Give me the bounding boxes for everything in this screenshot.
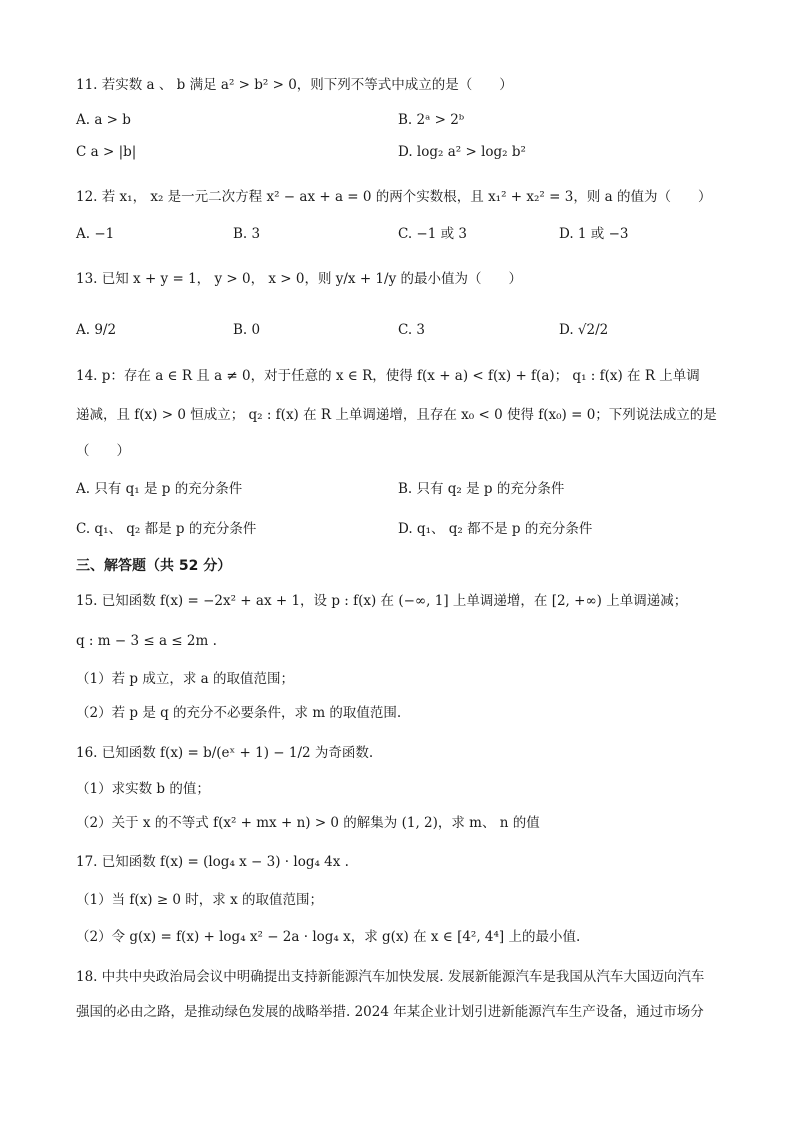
q11-option-d: D. log₂ a² > log₂ b² <box>398 144 526 160</box>
q12-option-d: D. 1 或 −3 <box>559 226 629 242</box>
q14-line2: 递减，且 f(x) > 0 恒成立； q₂ : f(x) 在 R 上单调递增，且存在 x₀ < 0 使得 f(x₀) = 0；下列说法成立的是 <box>76 407 717 423</box>
q13-stem: 13. 已知 x + y = 1， y > 0， x > 0，则 y/x + 1/y 的最小值为（ ） <box>76 271 522 287</box>
q13-option-a: A. 9/2 <box>76 322 117 338</box>
q14-option-d: D. q₁、 q₂ 都不是 p 的充分条件 <box>398 521 593 537</box>
q13-option-b: B. 0 <box>233 322 261 338</box>
q11-option-c: C a > |b| <box>76 144 137 160</box>
q14-line1: 14. p：存在 a ∈ R 且 a ≠ 0，对于任意的 x ∈ R，使得 f(x + a) < f(x) + f(a)； q₁ : f(x) 在 R 上单调 <box>76 368 700 384</box>
q16-sub1: （1）求实数 b 的值； <box>76 781 210 797</box>
q17-line1: 17. 已知函数 f(x) = (log₄ x − 3) · log₄ 4x . <box>76 854 349 870</box>
q15-sub2: （2）若 p 是 q 的充分不必要条件，求 m 的取值范围. <box>76 705 402 721</box>
q18-line2: 强国的必由之路，是推动绿色发展的战略举措. 2024 年某企业计划引进新能源汽车生产设备，通过市场分 <box>76 1004 704 1020</box>
section-title: 三、解答题（共 52 分） <box>76 558 232 574</box>
q15-line1: 15. 已知函数 f(x) = −2x² + ax + 1，设 p : f(x) 在 (−∞, 1] 上单调递增，在 [2, +∞) 上单调递减； <box>76 593 688 609</box>
q11-option-a: A. a > b <box>76 112 131 128</box>
q14-option-c: C. q₁、 q₂ 都是 p 的充分条件 <box>76 521 257 537</box>
q17-sub1: （1）当 f(x) ≥ 0 时，求 x 的取值范围； <box>76 892 323 908</box>
q12-option-c: C. −1 或 3 <box>398 226 468 242</box>
q15-line2: q : m − 3 ≤ a ≤ 2m . <box>76 633 217 649</box>
q13-option-d: D. √2/2 <box>559 322 609 338</box>
q16-sub2: （2）关于 x 的不等式 f(x² + mx + n) > 0 的解集为 (1, 2)，求 m、 n 的值 <box>76 815 540 831</box>
q15-sub1: （1）若 p 成立，求 a 的取值范围； <box>76 671 294 687</box>
q18-line1: 18. 中共中央政治局会议中明确提出支持新能源汽车加快发展. 发展新能源汽车是我国从汽车大国迈向汽车 <box>76 969 705 985</box>
q12-stem: 12. 若 x₁， x₂ 是一元二次方程 x² − ax + a = 0 的两个实数根，且 x₁² + x₂² = 3，则 a 的值为（ ） <box>76 189 712 205</box>
q14-option-a: A. 只有 q₁ 是 p 的充分条件 <box>76 481 243 497</box>
q11-option-b: B. 2ᵃ > 2ᵇ <box>398 112 465 128</box>
q13-option-c: C. 3 <box>398 322 426 338</box>
q12-option-a: A. −1 <box>76 226 115 242</box>
q14-option-b: B. 只有 q₂ 是 p 的充分条件 <box>398 481 565 497</box>
q14-line3: （ ） <box>76 443 130 459</box>
q12-option-b: B. 3 <box>233 226 261 242</box>
q11-stem: 11. 若实数 a 、 b 满足 a² > b² > 0，则下列不等式中成立的是（ ） <box>76 77 513 93</box>
q17-sub2: （2）令 g(x) = f(x) + log₄ x² − 2a · log₄ x，求 g(x) 在 x ∈ [4², 4⁴] 上的最小值. <box>76 929 581 945</box>
q16-line1: 16. 已知函数 f(x) = b/(eˣ + 1) − 1/2 为奇函数. <box>76 745 374 761</box>
